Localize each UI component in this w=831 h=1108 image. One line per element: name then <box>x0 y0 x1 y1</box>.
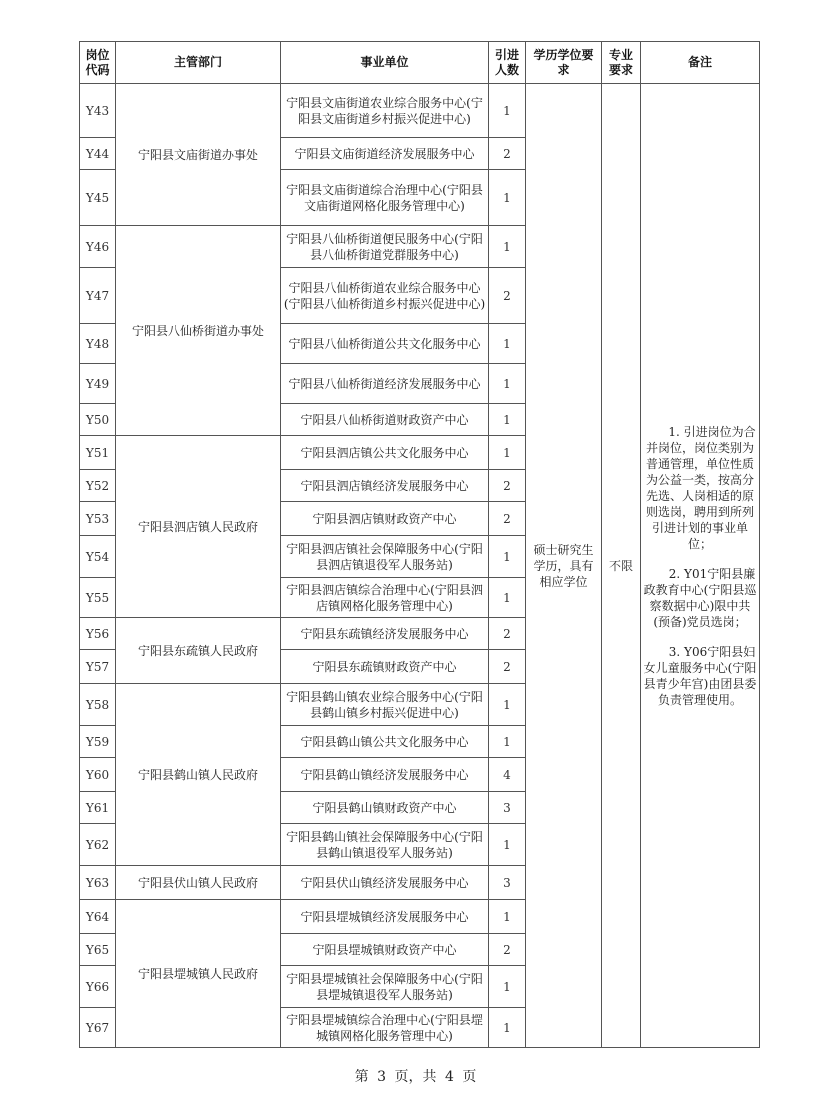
note-1: 1. 引进岗位为合并岗位，岗位类别为普通管理，单位性质为公益一类，按高分先选、人岗相适的原则选岗，聘用到所列引进计划的事业单位； <box>645 424 756 551</box>
position-code: Y64 <box>80 900 116 934</box>
note-2: 2. Y01宁阳县廉政教育中心(宁阳县巡察数据中心)限中共(预备)党员选岗； <box>643 566 757 629</box>
department-cell: 宁阳县文庙街道办事处 <box>116 84 281 226</box>
position-code: Y65 <box>80 934 116 966</box>
hire-count: 1 <box>489 824 526 866</box>
position-code: Y44 <box>80 138 116 170</box>
position-code: Y49 <box>80 364 116 404</box>
position-code: Y51 <box>80 436 116 470</box>
position-code: Y50 <box>80 404 116 436</box>
position-code: Y59 <box>80 726 116 758</box>
hire-count: 2 <box>489 138 526 170</box>
major-requirement: 不限 <box>602 84 641 1048</box>
position-code: Y55 <box>80 578 116 618</box>
hire-count: 1 <box>489 364 526 404</box>
position-code: Y52 <box>80 470 116 502</box>
unit-name: 宁阳县八仙桥街道财政资产中心 <box>281 404 489 436</box>
hire-count: 1 <box>489 404 526 436</box>
position-code: Y62 <box>80 824 116 866</box>
hire-count: 2 <box>489 268 526 324</box>
unit-name: 宁阳县堽城镇综合治理中心(宁阳县堽城镇网格化服务管理中心) <box>281 1008 489 1048</box>
unit-name: 宁阳县泗店镇公共文化服务中心 <box>281 436 489 470</box>
unit-name: 宁阳县堽城镇财政资产中心 <box>281 934 489 966</box>
page-number: 3 <box>377 1069 387 1085</box>
hire-count: 2 <box>489 502 526 536</box>
unit-name: 宁阳县文庙街道农业综合服务中心(宁阳县文庙街道乡村振兴促进中心) <box>281 84 489 138</box>
position-code: Y47 <box>80 268 116 324</box>
position-code: Y63 <box>80 866 116 900</box>
header-major: 专业要求 <box>602 42 641 84</box>
unit-name: 宁阳县鹤山镇财政资产中心 <box>281 792 489 824</box>
unit-name: 宁阳县鹤山镇社会保障服务中心(宁阳县鹤山镇退役军人服务站) <box>281 824 489 866</box>
unit-name: 宁阳县文庙街道综合治理中心(宁阳县文庙街道网格化服务管理中心) <box>281 170 489 226</box>
hire-count: 1 <box>489 536 526 578</box>
header-edu: 学历学位要求 <box>526 42 602 84</box>
position-code: Y54 <box>80 536 116 578</box>
hire-count: 1 <box>489 900 526 934</box>
hire-count: 1 <box>489 170 526 226</box>
position-code: Y57 <box>80 650 116 684</box>
position-code: Y67 <box>80 1008 116 1048</box>
unit-name: 宁阳县泗店镇社会保障服务中心(宁阳县泗店镇退役军人服务站) <box>281 536 489 578</box>
education-requirement: 硕士研究生学历，具有相应学位 <box>526 84 602 1048</box>
department-cell: 宁阳县泗店镇人民政府 <box>116 436 281 618</box>
position-code: Y60 <box>80 758 116 792</box>
hire-count: 1 <box>489 578 526 618</box>
department-cell: 宁阳县堽城镇人民政府 <box>116 900 281 1048</box>
hire-count: 2 <box>489 470 526 502</box>
unit-name: 宁阳县八仙桥街道农业综合服务中心(宁阳县八仙桥街道乡村振兴促进中心) <box>281 268 489 324</box>
position-code: Y56 <box>80 618 116 650</box>
header-row <box>80 42 760 84</box>
hire-count: 2 <box>489 618 526 650</box>
table-row <box>80 84 760 138</box>
hire-count: 1 <box>489 726 526 758</box>
unit-name: 宁阳县东疏镇财政资产中心 <box>281 650 489 684</box>
hire-count: 1 <box>489 1008 526 1048</box>
hire-count: 4 <box>489 758 526 792</box>
hire-count: 1 <box>489 684 526 726</box>
unit-name: 宁阳县堽城镇社会保障服务中心(宁阳县堽城镇退役军人服务站) <box>281 966 489 1008</box>
hire-count: 1 <box>489 226 526 268</box>
position-code: Y45 <box>80 170 116 226</box>
footer-prefix: 第 <box>354 1069 369 1085</box>
department-cell: 宁阳县鹤山镇人民政府 <box>116 684 281 866</box>
position-code: Y66 <box>80 966 116 1008</box>
unit-name: 宁阳县鹤山镇经济发展服务中心 <box>281 758 489 792</box>
unit-name: 宁阳县东疏镇经济发展服务中心 <box>281 618 489 650</box>
header-notes: 备注 <box>641 42 760 84</box>
unit-name: 宁阳县泗店镇经济发展服务中心 <box>281 470 489 502</box>
position-code: Y58 <box>80 684 116 726</box>
unit-name: 宁阳县泗店镇财政资产中心 <box>281 502 489 536</box>
recruitment-table <box>79 41 760 1048</box>
unit-name: 宁阳县八仙桥街道便民服务中心(宁阳县八仙桥街道党群服务中心) <box>281 226 489 268</box>
header-count: 引进人数 <box>489 42 526 84</box>
unit-name: 宁阳县鹤山镇农业综合服务中心(宁阳县鹤山镇乡村振兴促进中心) <box>281 684 489 726</box>
unit-name: 宁阳县泗店镇综合治理中心(宁阳县泗店镇网格化服务管理中心) <box>281 578 489 618</box>
hire-count: 1 <box>489 324 526 364</box>
position-code: Y48 <box>80 324 116 364</box>
hire-count: 3 <box>489 792 526 824</box>
unit-name: 宁阳县伏山镇经济发展服务中心 <box>281 866 489 900</box>
unit-name: 宁阳县八仙桥街道经济发展服务中心 <box>281 364 489 404</box>
department-cell: 宁阳县伏山镇人民政府 <box>116 866 281 900</box>
department-cell: 宁阳县八仙桥街道办事处 <box>116 226 281 436</box>
hire-count: 1 <box>489 436 526 470</box>
position-code: Y46 <box>80 226 116 268</box>
unit-name: 宁阳县文庙街道经济发展服务中心 <box>281 138 489 170</box>
page-footer <box>0 1066 831 1086</box>
page-total: 4 <box>444 1069 454 1085</box>
unit-name: 宁阳县八仙桥街道公共文化服务中心 <box>281 324 489 364</box>
hire-count: 1 <box>489 966 526 1008</box>
footer-mid: 页，共 <box>394 1069 437 1085</box>
notes-cell <box>641 84 760 1048</box>
position-code: Y53 <box>80 502 116 536</box>
department-cell: 宁阳县东疏镇人民政府 <box>116 618 281 684</box>
hire-count: 3 <box>489 866 526 900</box>
note-3: 3. Y06宁阳县妇女儿童服务中心(宁阳县青少年宫)由团县委负责管理使用。 <box>643 644 757 707</box>
header-dept: 主管部门 <box>116 42 281 84</box>
position-code: Y61 <box>80 792 116 824</box>
hire-count: 2 <box>489 934 526 966</box>
unit-name: 宁阳县堽城镇经济发展服务中心 <box>281 900 489 934</box>
footer-suffix: 页 <box>462 1069 477 1085</box>
unit-name: 宁阳县鹤山镇公共文化服务中心 <box>281 726 489 758</box>
header-unit: 事业单位 <box>281 42 489 84</box>
header-code: 岗位代码 <box>80 42 116 84</box>
hire-count: 1 <box>489 84 526 138</box>
position-code: Y43 <box>80 84 116 138</box>
hire-count: 2 <box>489 650 526 684</box>
